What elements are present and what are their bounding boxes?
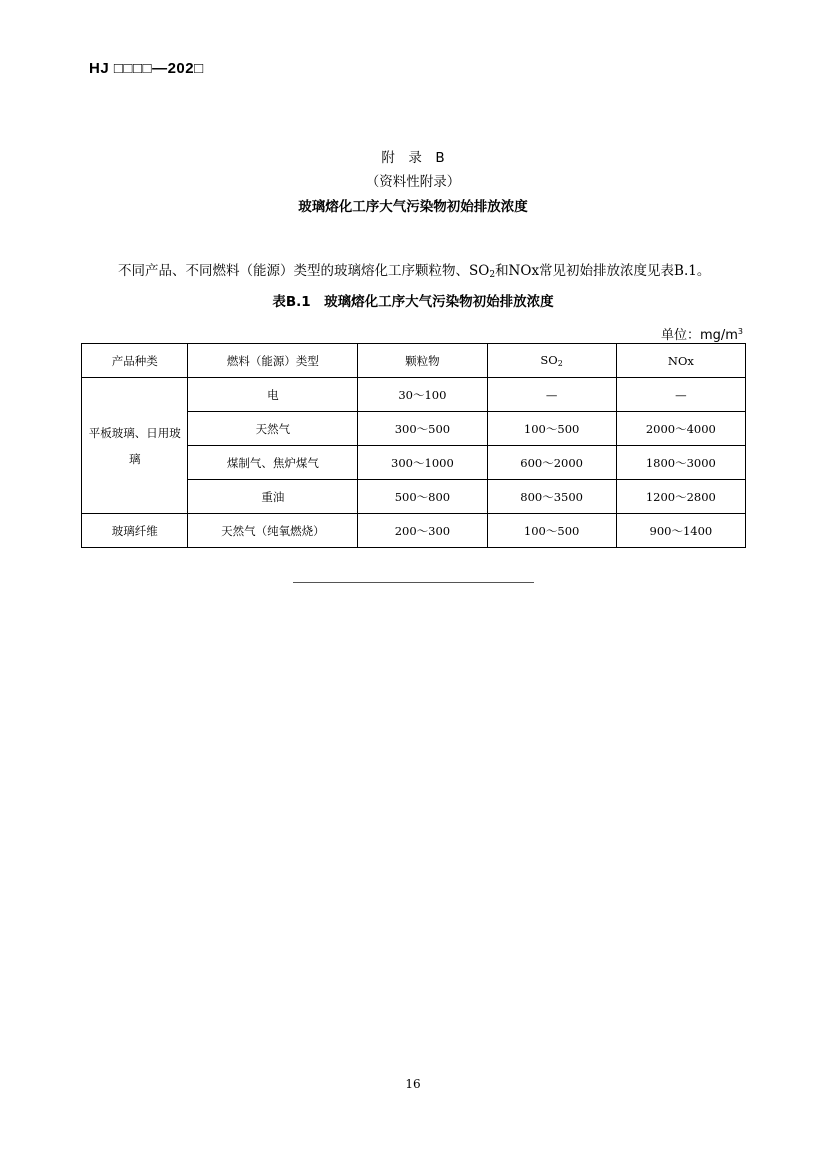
intro-paragraph: 不同产品、不同燃料（能源）类型的玻璃熔化工序颗粒物、$SO_2$和NOx常见初始排放浓度见表B.1。 — [118, 263, 711, 280]
nox-cell: 1200～2800 — [616, 480, 745, 514]
fuel-cell: 天然气（纯氧燃烧） — [188, 514, 358, 548]
pm-cell: 200～300 — [358, 514, 487, 548]
so2-cell: — — [487, 378, 616, 412]
nox-cell: 900～1400 — [616, 514, 745, 548]
nox-cell: — — [616, 378, 745, 412]
table-header-row — [82, 344, 746, 378]
pm-cell: 300～1000 — [358, 446, 487, 480]
end-rule — [293, 582, 534, 583]
product-cell: 玻璃纤维 — [82, 514, 188, 548]
unit-label: 单位：$mg/m^3$ — [660, 327, 743, 343]
so2-cell: 800～3500 — [487, 480, 616, 514]
table-row — [82, 514, 746, 548]
header-fuel: 燃料（能源）类型 — [188, 344, 358, 378]
pm-cell: 30～100 — [358, 378, 487, 412]
fuel-cell: 天然气 — [188, 412, 358, 446]
header-so2: $SO_2$ — [487, 344, 616, 378]
document-code: HJ □□□□—202□ — [89, 60, 204, 77]
so2-cell: 100～500 — [487, 412, 616, 446]
table-caption: 表B.1 玻璃熔化工序大气污染物初始排放浓度 — [272, 294, 554, 310]
nox-cell: 1800～3000 — [616, 446, 745, 480]
header-product: 产品种类 — [82, 344, 188, 378]
page-number: 16 — [405, 1077, 421, 1091]
appendix-title: 玻璃熔化工序大气污染物初始排放浓度 — [298, 199, 528, 215]
pm-cell: 300～500 — [358, 412, 487, 446]
fuel-cell: 煤制气、焦炉煤气 — [188, 446, 358, 480]
fuel-cell: 重油 — [188, 480, 358, 514]
nox-cell: 2000～4000 — [616, 412, 745, 446]
header-pm: 颗粒物 — [358, 344, 487, 378]
pm-cell: 500～800 — [358, 480, 487, 514]
product-cell: 平板玻璃、日用玻璃 — [82, 378, 188, 514]
so2-cell: 100～500 — [487, 514, 616, 548]
so2-cell: 600～2000 — [487, 446, 616, 480]
fuel-cell: 电 — [188, 378, 358, 412]
emission-table — [81, 343, 746, 548]
header-nox: NOx — [616, 344, 745, 378]
appendix-label: 附 录 B — [381, 150, 445, 166]
appendix-type: （资料性附录） — [365, 174, 461, 190]
table-row — [82, 378, 746, 412]
